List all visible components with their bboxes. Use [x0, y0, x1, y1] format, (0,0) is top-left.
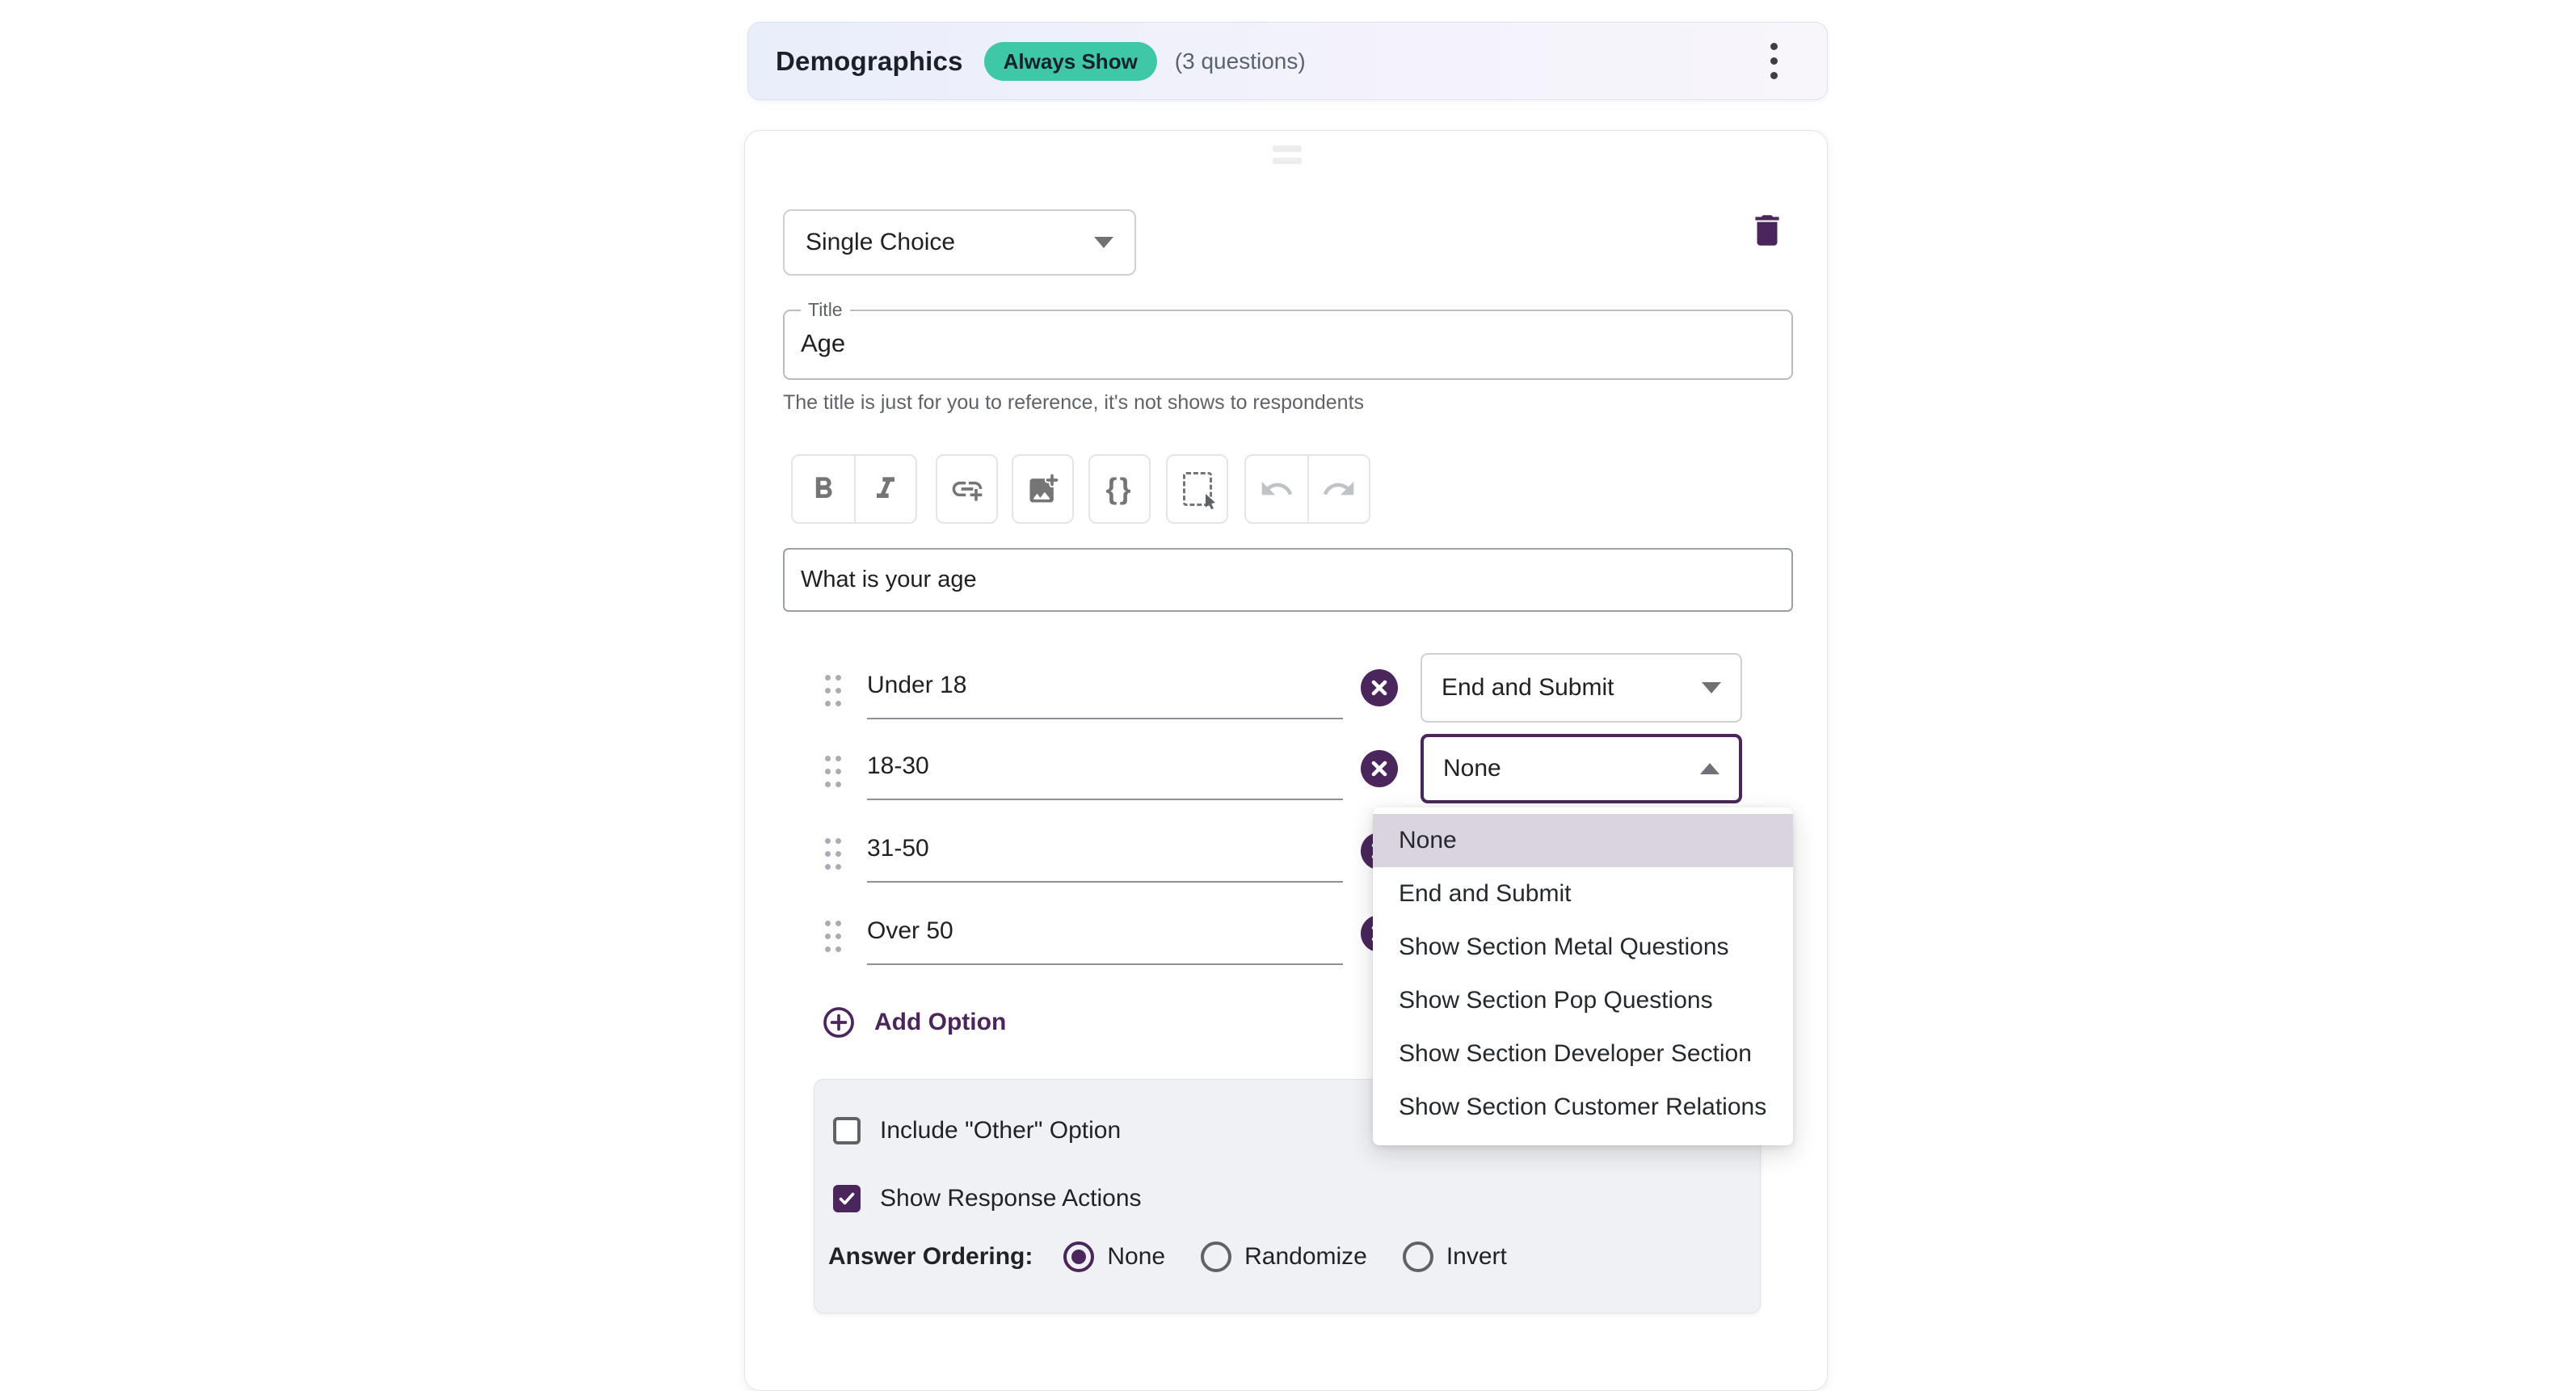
add-link-button[interactable] — [937, 456, 996, 522]
italic-icon — [868, 471, 903, 507]
chevron-down-icon — [1094, 237, 1113, 248]
menu-item-show-section-customer-relations[interactable]: Show Section Customer Relations — [1399, 1094, 1767, 1120]
ordering-option-randomize[interactable]: Randomize — [1201, 1241, 1367, 1272]
drag-dots-icon[interactable] — [823, 917, 844, 955]
delete-question-button[interactable] — [1745, 207, 1790, 254]
card-drag-handle[interactable] — [1273, 145, 1302, 164]
option-input-wrap — [867, 734, 1343, 800]
option-1-action-select[interactable] — [1421, 653, 1742, 723]
undo-button[interactable] — [1246, 456, 1307, 522]
option-row-1 — [745, 653, 1829, 727]
drag-dots-icon[interactable] — [823, 671, 844, 710]
radio-unselected-icon — [1201, 1241, 1231, 1272]
option-1-input[interactable] — [867, 653, 1343, 718]
toolbar-group-code — [1088, 454, 1151, 524]
option-2-action-value: None — [1443, 755, 1501, 782]
toolbar-group-select — [1166, 454, 1228, 524]
option-1-action-value: End and Submit — [1442, 674, 1614, 701]
title-input[interactable] — [794, 321, 1764, 366]
select-area-icon — [1183, 472, 1212, 506]
toolbar-group-image — [1012, 454, 1074, 524]
remove-option-2-button[interactable] — [1361, 750, 1398, 787]
menu-item-show-section-metal-questions[interactable]: Show Section Metal Questions — [1399, 934, 1729, 960]
option-3-input[interactable] — [867, 816, 1343, 881]
show-response-actions-row — [833, 1185, 1142, 1212]
answer-ordering-row — [828, 1241, 1543, 1272]
question-count: (3 questions) — [1174, 48, 1306, 74]
question-type-select[interactable] — [783, 209, 1136, 276]
toolbar-group-link — [936, 454, 998, 524]
add-link-icon — [949, 471, 985, 507]
title-field — [783, 299, 1793, 380]
toolbar-group-history — [1244, 454, 1370, 524]
action-dropdown-menu — [1373, 807, 1793, 1145]
menu-item-none[interactable]: None — [1373, 814, 1793, 867]
add-option-label: Add Option — [874, 1009, 1007, 1035]
close-icon — [1370, 759, 1389, 778]
toolbar-group-text-style — [791, 454, 917, 524]
question-card — [744, 130, 1828, 1391]
drag-dots-icon[interactable] — [823, 834, 844, 873]
title-helper-text: The title is just for you to reference, it's not shows to respondents — [783, 391, 1365, 414]
include-other-checkbox[interactable] — [833, 1117, 861, 1144]
redo-icon — [1321, 471, 1357, 507]
kebab-menu-icon[interactable] — [1756, 36, 1791, 87]
include-other-row — [833, 1117, 1121, 1144]
code-braces-icon: {} — [1105, 472, 1134, 505]
question-text-input[interactable] — [785, 550, 1791, 610]
close-icon — [1370, 678, 1389, 698]
trash-icon — [1747, 210, 1787, 251]
bold-icon — [806, 471, 841, 507]
option-row-2 — [745, 734, 1829, 808]
title-field-label: Title — [808, 299, 843, 320]
italic-button[interactable] — [854, 456, 915, 522]
answer-ordering-label: Answer Ordering: — [828, 1243, 1033, 1270]
show-response-actions-checkbox[interactable] — [833, 1185, 861, 1212]
ordering-option-invert[interactable]: Invert — [1403, 1241, 1507, 1272]
drag-dots-icon[interactable] — [823, 752, 844, 790]
remove-option-1-button[interactable] — [1361, 669, 1398, 706]
question-type-value: Single Choice — [806, 229, 956, 255]
redo-button[interactable] — [1307, 456, 1369, 522]
ordering-option-none[interactable]: None — [1063, 1241, 1165, 1272]
option-4-input[interactable] — [867, 899, 1343, 963]
section-header-card — [747, 22, 1828, 100]
undo-icon — [1259, 471, 1294, 507]
menu-item-show-section-developer-section[interactable]: Show Section Developer Section — [1399, 1040, 1752, 1067]
section-title: Demographics — [776, 45, 963, 76]
radio-unselected-icon — [1403, 1241, 1433, 1272]
option-input-wrap — [867, 653, 1343, 719]
select-area-button[interactable] — [1168, 456, 1227, 522]
always-show-badge: Always Show — [984, 42, 1157, 81]
option-input-wrap — [867, 899, 1343, 965]
add-image-button[interactable] — [1013, 456, 1072, 522]
option-2-input[interactable] — [867, 734, 1343, 799]
bold-button[interactable] — [793, 456, 854, 522]
include-other-label: Include "Other" Option — [880, 1117, 1122, 1144]
plus-circle-icon — [821, 1005, 857, 1040]
code-braces-button[interactable] — [1090, 456, 1149, 522]
add-option-button[interactable] — [821, 1005, 1006, 1040]
radio-selected-icon — [1063, 1241, 1094, 1272]
option-input-wrap — [867, 816, 1343, 883]
question-text-field — [783, 548, 1793, 612]
menu-item-show-section-pop-questions[interactable]: Show Section Pop Questions — [1399, 987, 1713, 1014]
chevron-down-icon — [1702, 682, 1721, 693]
add-image-icon — [1025, 471, 1061, 507]
menu-item-end-and-submit[interactable]: End and Submit — [1399, 880, 1572, 907]
check-icon — [837, 1189, 857, 1208]
chevron-up-icon — [1700, 763, 1719, 774]
show-response-actions-label: Show Response Actions — [880, 1185, 1142, 1212]
option-2-action-select[interactable] — [1421, 734, 1742, 803]
